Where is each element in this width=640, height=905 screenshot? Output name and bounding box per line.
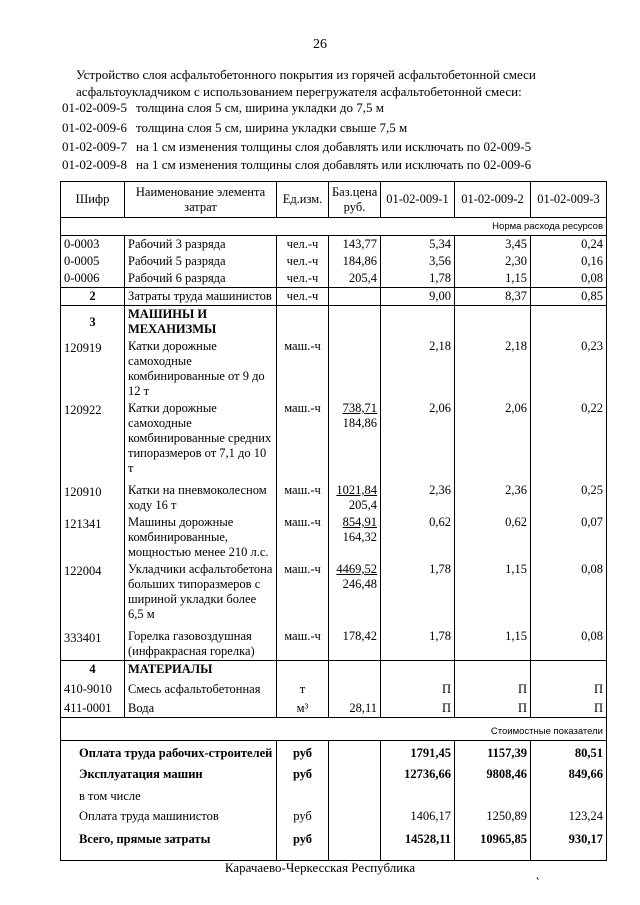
row-price: 178,42 [342, 629, 377, 643]
cost-v1: 1406,17 [381, 805, 455, 827]
variant-desc: толщина слоя 5 см, ширина укладки до 7,5 м [136, 100, 384, 115]
row-v3: 0,22 [531, 400, 607, 482]
intro-text [76, 66, 596, 100]
row-price-cell [329, 628, 381, 661]
row-v3: 0,23 [531, 338, 607, 400]
page-number: 26 [313, 37, 327, 52]
row-code: 410-9010 [61, 678, 125, 698]
variant-code: 01-02-009-6 [62, 120, 127, 135]
row-v1: 2,06 [381, 400, 455, 482]
section-row [61, 661, 607, 679]
row-v3: П [531, 678, 607, 698]
row-v2: П [455, 698, 531, 718]
row-name: Катки дорожные самоходные комбинированные средних типоразмеров от 7,1 до 10 т [125, 400, 277, 482]
row-v1: 3,56 [381, 253, 455, 270]
cost-unit: руб [277, 827, 329, 861]
row-name: Вода [125, 698, 277, 718]
table-row [61, 678, 607, 698]
variant-code: 01-02-009-7 [62, 139, 127, 154]
row-name: Смесь асфальтобетонная [125, 678, 277, 698]
table-row [61, 270, 607, 288]
cost-row [61, 785, 607, 805]
row-price-top: 4469,52 [336, 562, 377, 576]
row-v2: 1,15 [455, 270, 531, 288]
section-row [61, 288, 607, 306]
section-v2: 8,37 [455, 288, 531, 306]
cost-name: Эксплуатация машин [61, 763, 277, 785]
cost-v3: 80,51 [531, 741, 607, 763]
cost-v1: 12736,66 [381, 763, 455, 785]
row-code: 0-0006 [61, 270, 125, 288]
row-price: 246,48 [342, 577, 377, 591]
table-row [61, 400, 607, 482]
row-unit: чел.-ч [277, 253, 329, 270]
row-v1: 5,34 [381, 236, 455, 254]
row-price-cell [329, 514, 381, 561]
section-name: МАТЕРИАЛЫ [125, 661, 277, 679]
table-row [61, 514, 607, 561]
row-v1: 0,62 [381, 514, 455, 561]
row-v2: 2,36 [455, 482, 531, 514]
row-price-top: 1021,84 [336, 483, 377, 497]
row-price: 184,86 [329, 253, 381, 270]
row-unit: маш.-ч [277, 482, 329, 514]
cost-unit: руб [277, 805, 329, 827]
row-price-top: 854,91 [342, 515, 377, 529]
row-v2: 1,15 [455, 628, 531, 661]
row-code: 0-0003 [61, 236, 125, 254]
row-v2: 0,62 [455, 514, 531, 561]
row-price-cell [329, 338, 381, 400]
row-price-cell [329, 561, 381, 628]
row-unit: т [277, 678, 329, 698]
table-row [61, 561, 607, 628]
row-code: 333401 [61, 628, 125, 661]
cost-row [61, 827, 607, 861]
cost-v2: 9808,46 [455, 763, 531, 785]
header-price: Баз.цена руб. [329, 182, 381, 218]
variant-desc: толщина слоя 5 см, ширина укладки свыше 7,5 м [136, 120, 408, 135]
row-price: 184,86 [342, 416, 377, 430]
section-code: 4 [61, 661, 125, 679]
row-price-top: 738,71 [342, 401, 377, 415]
row-v2: 3,45 [455, 236, 531, 254]
section-row [61, 306, 607, 339]
row-v2: П [455, 678, 531, 698]
variant-item [62, 100, 384, 116]
header-unit: Ед.изм. [277, 182, 329, 218]
section-v3: 0,85 [531, 288, 607, 306]
variant-code: 01-02-009-5 [62, 100, 127, 115]
row-v3: 0,07 [531, 514, 607, 561]
row-name: Рабочий 5 разряда [125, 253, 277, 270]
row-code: 120922 [61, 400, 125, 482]
row-v3: 0,08 [531, 628, 607, 661]
cost-v3 [531, 785, 607, 805]
cost-label: Стоимостные показатели [61, 718, 607, 741]
intro-line: Устройство слоя асфальтобетонного покрытия из горячей асфальтобетонной смеси [76, 67, 536, 82]
cost-label-row [61, 718, 607, 741]
section-name: Затраты труда машинистов [125, 288, 277, 306]
cost-name: Оплата труда рабочих-строителей [61, 741, 277, 763]
row-price: 28,11 [329, 698, 381, 718]
section-v1: 9,00 [381, 288, 455, 306]
row-code: 411-0001 [61, 698, 125, 718]
cost-v2 [455, 785, 531, 805]
row-v2: 2,18 [455, 338, 531, 400]
row-code: 0-0005 [61, 253, 125, 270]
row-v3: 0,16 [531, 253, 607, 270]
cost-v1: 14528,11 [381, 827, 455, 861]
row-name: Рабочий 6 разряда [125, 270, 277, 288]
variant-desc: на 1 см изменения толщины слоя добавлять или исключать по 02-009-6 [136, 157, 532, 172]
row-v3: П [531, 698, 607, 718]
variant-item [62, 120, 407, 136]
header-col3: 01-02-009-3 [531, 182, 607, 218]
header-col1: 01-02-009-1 [381, 182, 455, 218]
row-v3: 0,08 [531, 561, 607, 628]
row-v1: 1,78 [381, 628, 455, 661]
row-v3: 0,24 [531, 236, 607, 254]
header-name: Наименование элемента затрат [125, 182, 277, 218]
row-price-cell [329, 400, 381, 482]
norm-label: Норма расхода ресурсов [61, 218, 607, 236]
page-footer: Карачаево-Черкесская Республика [224, 860, 416, 875]
table-row [61, 482, 607, 514]
row-price: 205,4 [329, 270, 381, 288]
row-v2: 2,30 [455, 253, 531, 270]
row-code: 120919 [61, 338, 125, 400]
cost-name: Всего, прямые затраты [61, 827, 277, 861]
row-name: Рабочий 3 разряда [125, 236, 277, 254]
intro-line: асфальтоукладчиком с использованием перегружателя асфальтобетонной смеси: [76, 84, 522, 99]
cost-name: Оплата труда машинистов [61, 805, 277, 827]
cost-v3: 849,66 [531, 763, 607, 785]
table-row [61, 236, 607, 254]
table-row [61, 628, 607, 661]
header-col2: 01-02-009-2 [455, 182, 531, 218]
section-code: 2 [61, 288, 125, 306]
row-v1: П [381, 678, 455, 698]
cost-v2: 1250,89 [455, 805, 531, 827]
row-code: 122004 [61, 561, 125, 628]
cost-name: в том числе [61, 785, 277, 805]
cost-v3: 123,24 [531, 805, 607, 827]
cost-v2: 10965,85 [455, 827, 531, 861]
row-name: Катки на пневмоколесном ходу 16 т [125, 482, 277, 514]
row-v3: 0,08 [531, 270, 607, 288]
row-unit: маш.-ч [277, 514, 329, 561]
cost-v2: 1157,39 [455, 741, 531, 763]
cost-unit [277, 785, 329, 805]
row-price-cell [329, 482, 381, 514]
cost-v3: 930,17 [531, 827, 607, 861]
row-unit: маш.-ч [277, 400, 329, 482]
row-code: 120910 [61, 482, 125, 514]
header-code: Шифр [61, 182, 125, 218]
row-unit: м³ [277, 698, 329, 718]
section-name: МАШИНЫ И МЕХАНИЗМЫ [125, 306, 277, 339]
variant-desc: на 1 см изменения толщины слоя добавлять или исключать по 02-009-5 [136, 139, 532, 154]
cost-v1: 1791,45 [381, 741, 455, 763]
cost-unit: руб [277, 741, 329, 763]
row-v1: П [381, 698, 455, 718]
row-v1: 1,78 [381, 270, 455, 288]
table-row [61, 338, 607, 400]
row-price: 205,4 [348, 498, 377, 512]
row-v3: 0,25 [531, 482, 607, 514]
norm-label-row [61, 218, 607, 236]
row-v1: 1,78 [381, 561, 455, 628]
row-name: Катки дорожные самоходные комбинированные от 9 до 12 т [125, 338, 277, 400]
row-unit: чел.-ч [277, 270, 329, 288]
variant-item [62, 157, 531, 173]
row-code: 121341 [61, 514, 125, 561]
row-price: 164,32 [342, 530, 377, 544]
cost-row [61, 741, 607, 763]
row-price [329, 678, 381, 698]
row-v2: 1,15 [455, 561, 531, 628]
cost-row [61, 805, 607, 827]
section-code: 3 [61, 306, 125, 339]
header-row [61, 182, 607, 218]
cost-unit: руб [277, 763, 329, 785]
row-v1: 2,18 [381, 338, 455, 400]
section-unit: чел.-ч [277, 288, 329, 306]
cost-row [61, 763, 607, 785]
row-unit: маш.-ч [277, 338, 329, 400]
row-unit: маш.-ч [277, 561, 329, 628]
table-row [61, 698, 607, 718]
row-price: 143,77 [329, 236, 381, 254]
table-row [61, 253, 607, 270]
cost-v1 [381, 785, 455, 805]
variant-item [62, 139, 531, 155]
row-name: Укладчики асфальтобетона больших типоразмеров с шириной укладки более 6,5 м [125, 561, 277, 628]
row-unit: маш.-ч [277, 628, 329, 661]
resource-table [60, 181, 607, 861]
row-v1: 2,36 [381, 482, 455, 514]
variant-code: 01-02-009-8 [62, 157, 127, 172]
row-unit: чел.-ч [277, 236, 329, 254]
row-name: Горелка газовоздушная (инфракрасная горелка) [125, 628, 277, 661]
footer-mark: ˛ [536, 866, 540, 880]
row-v2: 2,06 [455, 400, 531, 482]
row-name: Машины дорожные комбинированные, мощностью менее 210 л.с. [125, 514, 277, 561]
